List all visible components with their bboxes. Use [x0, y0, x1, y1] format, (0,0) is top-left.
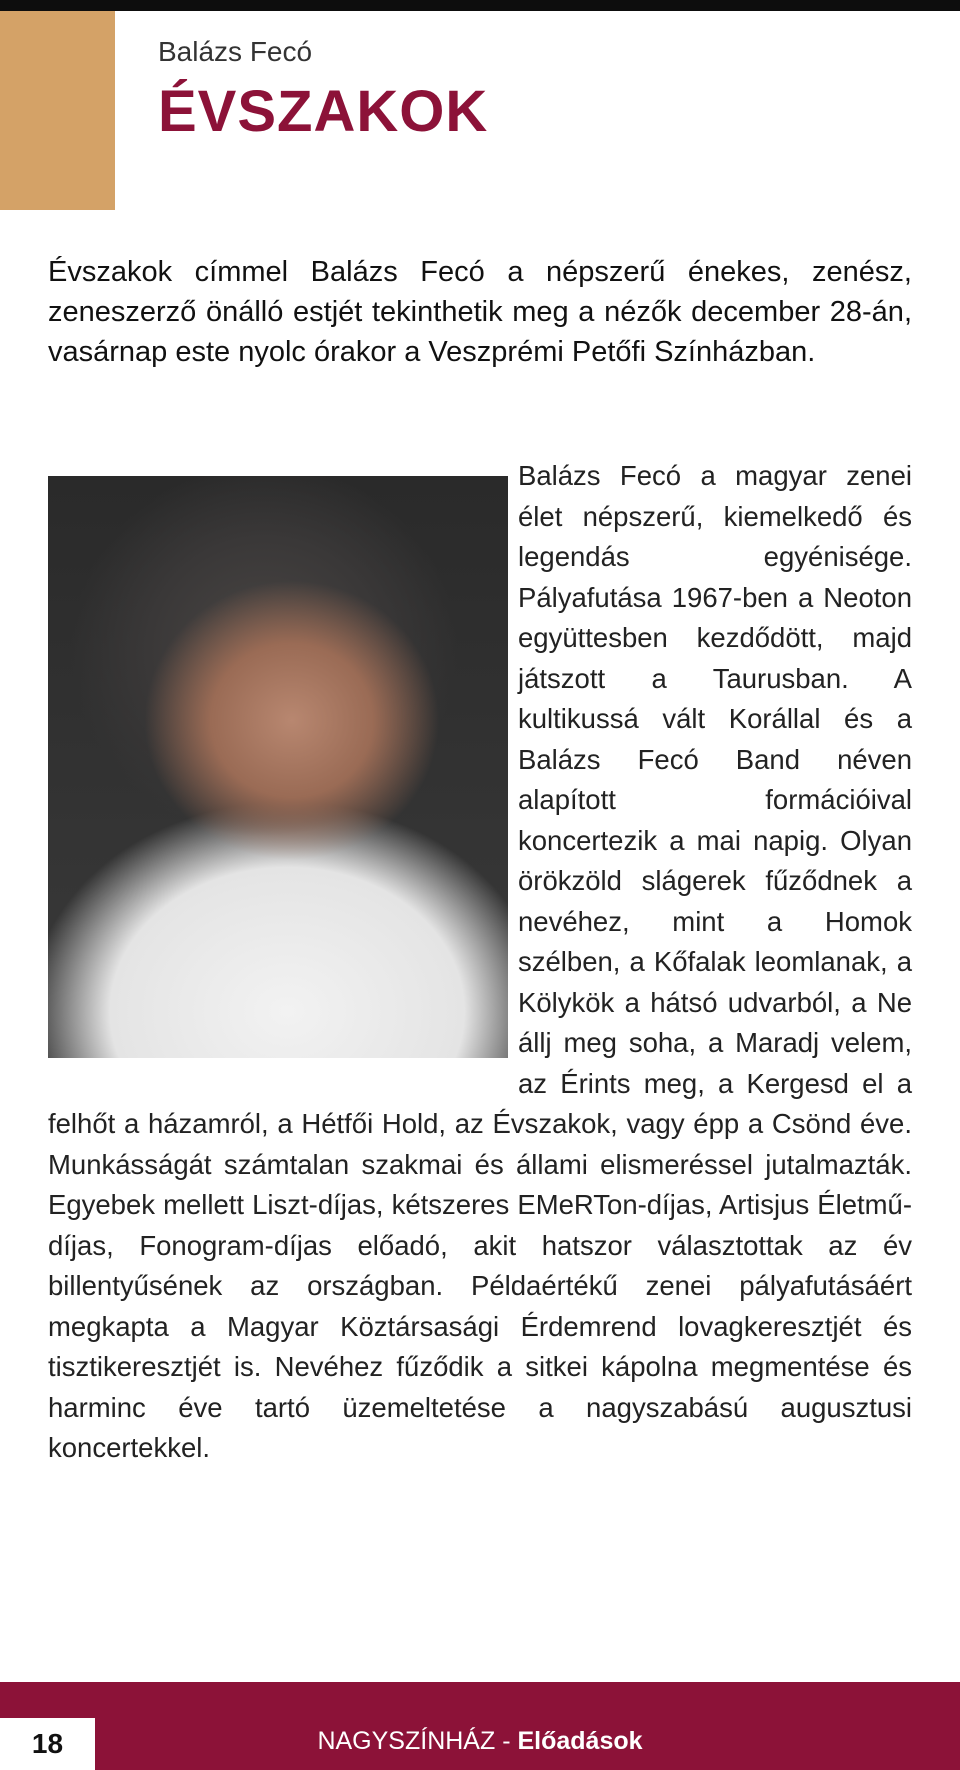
top-rule — [0, 0, 960, 11]
photo-wrap — [48, 456, 518, 1078]
portrait-photo — [48, 476, 508, 1058]
author-name: Balázs Fecó — [158, 36, 313, 67]
lead-paragraph: Évszakok címmel Balázs Fecó a népszerű énekes, zenész, zeneszerző önálló estjét tekinthetik meg a nézők december 28-án, vasárnap este nyolc órakor a Veszprémi Petőfi Színházban. — [48, 256, 912, 368]
page-number: 18 — [0, 1718, 95, 1770]
article-text: Balázs Fecó a magyar zenei élet népszerű, kiemelkedő és legendás egyénisége. Pályafutása 1967-ben a Neoton együttesben kezdődött, majd játszott a Taurusban. A kultikussá vált Korállal és a Balázs Fecó Band néven alapított formációival koncertezik a mai napig. Olyan örökzöld slágerek fűződnek a nevéhez, mint a Homok szélben, a Kőfalak leomlanak, a Kölykök a hátsó udvarból, a Ne állj meg soha, a Maradj velem, az Érints meg, a Kergesd el a felhőt a házamról, a Hétfői Hold, az Évszakok, vagy épp a Csönd éve. Munkásságát számtalan szakmai és állami elismeréssel jutalmazták. Egyebek mellett Liszt-díjas, kétszeres EMeRTon-díjas, Artisjus Életmű-díjas, Fonogram-díjas előadó, akit hatszor választottak az év billentyűsének az országban. Példaértékű zenei pályafutásáért megkapta a Magyar Köztársasági Érdemrend lovagkeresztjét és tisztikeresztjét is. Nevéhez fűződik a sitkei kápolna megmentése és harminc éve tartó üzemeltetése a nagyszabású augusztusi koncertekkel. — [48, 460, 912, 1463]
footer-bar — [0, 1682, 960, 1770]
footer-subsection-name: Előadások — [517, 1727, 643, 1755]
footer-section-name: NAGYSZÍNHÁZ - — [317, 1727, 518, 1755]
footer-section — [0, 1727, 960, 1756]
page-title: ÉVSZAKOK — [158, 79, 489, 144]
article-body — [48, 456, 912, 1469]
accent-block — [0, 11, 115, 210]
